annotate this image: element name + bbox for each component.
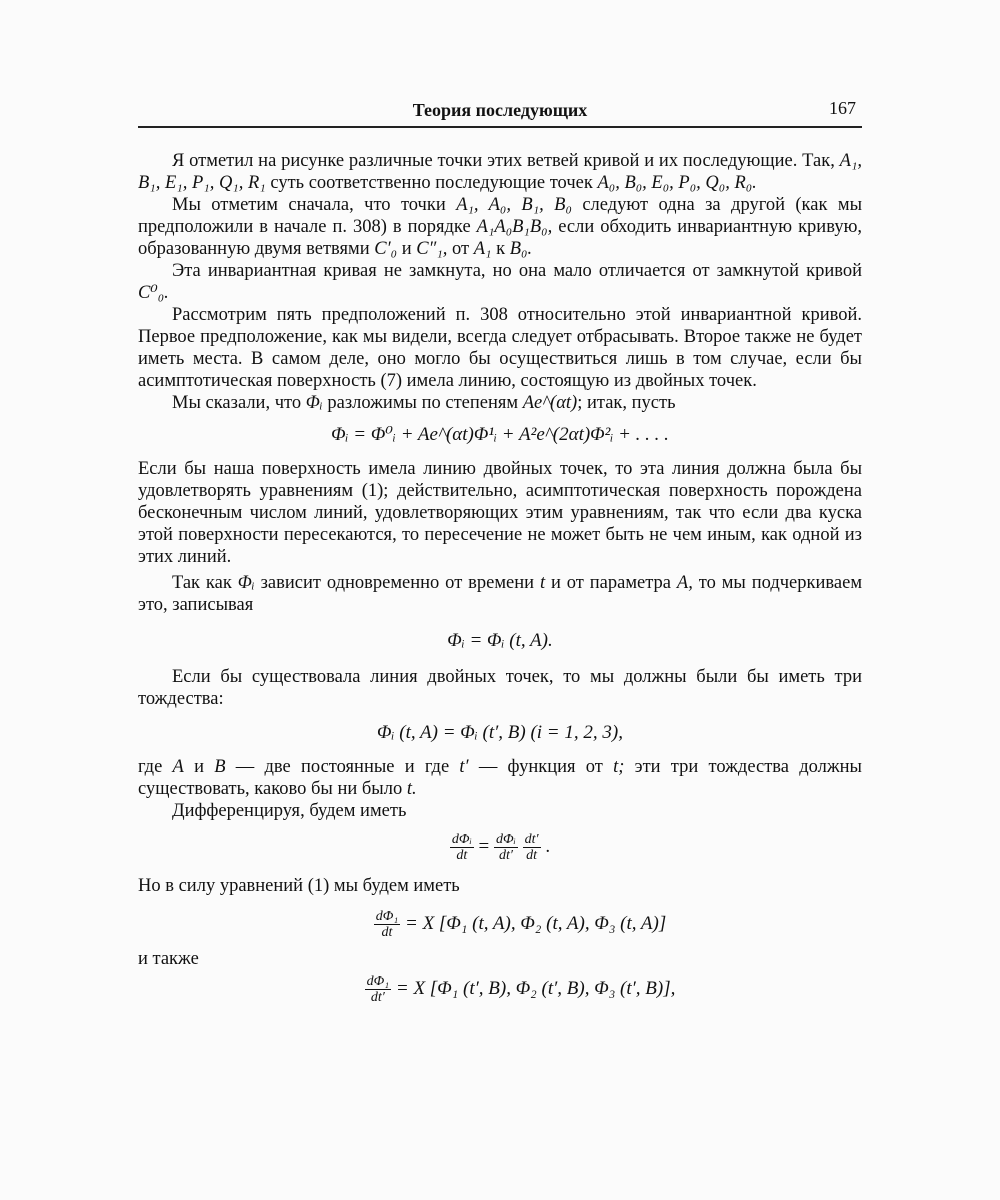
paragraph-5 bbox=[138, 392, 862, 414]
denominator: dt′ bbox=[370, 990, 385, 1005]
text: к bbox=[496, 239, 506, 259]
math-t: t bbox=[539, 573, 546, 593]
text: и от параметра bbox=[551, 573, 672, 593]
math-curve: C⁰₀. bbox=[138, 283, 169, 303]
denominator: dt bbox=[526, 848, 538, 863]
equals-sign: = bbox=[478, 835, 490, 857]
paragraph-12: и также bbox=[138, 949, 199, 969]
paragraph-9 bbox=[138, 756, 862, 800]
math-point: A₁ bbox=[473, 239, 492, 259]
paragraph-1 bbox=[138, 150, 862, 194]
paragraph-7 bbox=[138, 572, 862, 616]
text: то мы подчеркиваем это, записывая bbox=[138, 573, 863, 615]
right-hand-side: = X [Φ₁ (t, A), Φ₂ (t, A), Φ₃ (t, A)] bbox=[405, 912, 667, 934]
text: следуют одна за другой (как мы предположили в начале п. 308) в порядке bbox=[138, 195, 863, 237]
denominator: dt bbox=[456, 848, 468, 863]
math-points: A₁, B₁, E₁, P₁, Q₁, R₁ bbox=[138, 151, 863, 193]
paragraph-11: Но в силу уравнений (1) мы будем иметь bbox=[138, 876, 460, 896]
text: Мы отметим сначала, что точки bbox=[172, 195, 446, 215]
paragraph-8: Если бы существовала линия двойных точек, то мы должны были бы иметь три тождества: bbox=[138, 667, 862, 709]
paragraph-6: Если бы наша поверхность имела линию двойных точек, то эта линия должна была бы удовлетворять уравнениям (1); действительно, асимптотическая поверхность порождена бесконечным числом линий, удовлетворяющих этим уравнениям, так что если два куска этой поверхности пересекаются, то пересечение не может быть не чем иным, как одной из этих линий. bbox=[138, 459, 862, 567]
denominator: dt bbox=[381, 925, 393, 940]
page-body bbox=[138, 150, 862, 1005]
text: Мы сказали, что bbox=[172, 393, 302, 413]
running-header bbox=[138, 98, 862, 128]
paragraph-2 bbox=[138, 194, 862, 260]
text: и bbox=[401, 239, 412, 259]
text: — функция от bbox=[478, 757, 603, 777]
denominator: dt′ bbox=[498, 848, 513, 863]
fraction bbox=[494, 832, 518, 863]
math-a: A bbox=[172, 757, 184, 777]
text: разложимы по степеням bbox=[327, 393, 519, 413]
equation-phi-of-t-a: Φᵢ = Φᵢ (t, A). bbox=[447, 630, 553, 651]
math-phi: Φᵢ bbox=[237, 573, 255, 593]
text: где bbox=[138, 757, 163, 777]
text: — две постоянные и где bbox=[235, 757, 450, 777]
period: . bbox=[545, 835, 551, 857]
right-hand-side: = X [Φ₁ (t′, B), Φ₂ (t′, B), Φ₃ (t′, B)], bbox=[395, 977, 676, 999]
numerator: dΦᵢ bbox=[496, 832, 516, 847]
paragraph-10: Дифференцируя, будем иметь bbox=[172, 801, 407, 821]
equation-chain-rule bbox=[138, 832, 862, 863]
equation-system-t bbox=[138, 909, 862, 940]
equation-expansion: Φᵢ = Φ⁰ᵢ + Ae^(αt)Φ¹ᵢ + A²e^(2αt)Φ²ᵢ + . . . . bbox=[331, 424, 669, 445]
text: зависит одновременно от времени bbox=[260, 573, 535, 593]
text: от bbox=[452, 239, 470, 259]
numerator: dΦᵢ bbox=[451, 832, 472, 847]
math-b: B bbox=[214, 757, 226, 777]
paragraph-4: Рассмотрим пять предположений п. 308 относительно этой инвариантной кривой. Первое предположение, как мы видели, всегда следует отбрасывать. Второе также не будет иметь места. В самом деле, оно могло бы осуществиться лишь в том случае, если бы асимптотическая поверхность (7) имела линию, состоящую из двойных точек. bbox=[138, 305, 862, 391]
math-branch: C′₀ bbox=[374, 239, 398, 259]
text: Я отметил на рисунке различные точки этих ветвей кривой и их последующие. Так, bbox=[172, 151, 835, 171]
math-points: A₁, A₀, B₁, B₀ bbox=[456, 195, 572, 215]
text: если обходить инвариантную кривую, образованную двумя ветвями bbox=[138, 217, 863, 259]
text: суть соответственно последующие точек bbox=[270, 173, 593, 193]
math-branch: C″₁, bbox=[416, 239, 448, 259]
math-t-prime: t′ bbox=[459, 757, 469, 777]
math-order: A₁A₀B₁B₀, bbox=[476, 217, 553, 237]
numerator: dΦ₁ bbox=[366, 974, 390, 989]
text: Так как bbox=[172, 573, 232, 593]
equation-identities: Φᵢ (t, A) = Φᵢ (t′, B) (i = 1, 2, 3), bbox=[377, 722, 623, 743]
math-t: t. bbox=[406, 779, 417, 799]
fraction bbox=[450, 832, 474, 863]
page-number: 167 bbox=[829, 98, 856, 118]
numerator: dΦ₁ bbox=[375, 909, 399, 924]
fraction bbox=[523, 832, 541, 863]
math-point: B₀. bbox=[509, 239, 533, 259]
text: Эта инвариантная кривая не замкнута, но она мало отличается от замкнутой кривой bbox=[172, 261, 862, 281]
fraction bbox=[374, 909, 401, 940]
text: и bbox=[194, 757, 204, 777]
fraction bbox=[365, 974, 392, 1005]
header-title: Теория последующих bbox=[412, 100, 588, 120]
numerator: dt′ bbox=[524, 832, 539, 847]
text: ; итак, пусть bbox=[577, 393, 676, 413]
math-phi: Φᵢ bbox=[305, 393, 323, 413]
math-power: Ae^(αt) bbox=[522, 393, 578, 413]
paragraph-3 bbox=[138, 260, 862, 304]
math-t: t; bbox=[613, 757, 625, 777]
text: эти три тождества должны существовать, каково бы ни было bbox=[138, 757, 862, 799]
equation-system-t-prime bbox=[138, 974, 862, 1005]
math-a: A, bbox=[676, 573, 693, 593]
math-points: A₀, B₀, E₀, P₀, Q₀, R₀. bbox=[597, 173, 757, 193]
